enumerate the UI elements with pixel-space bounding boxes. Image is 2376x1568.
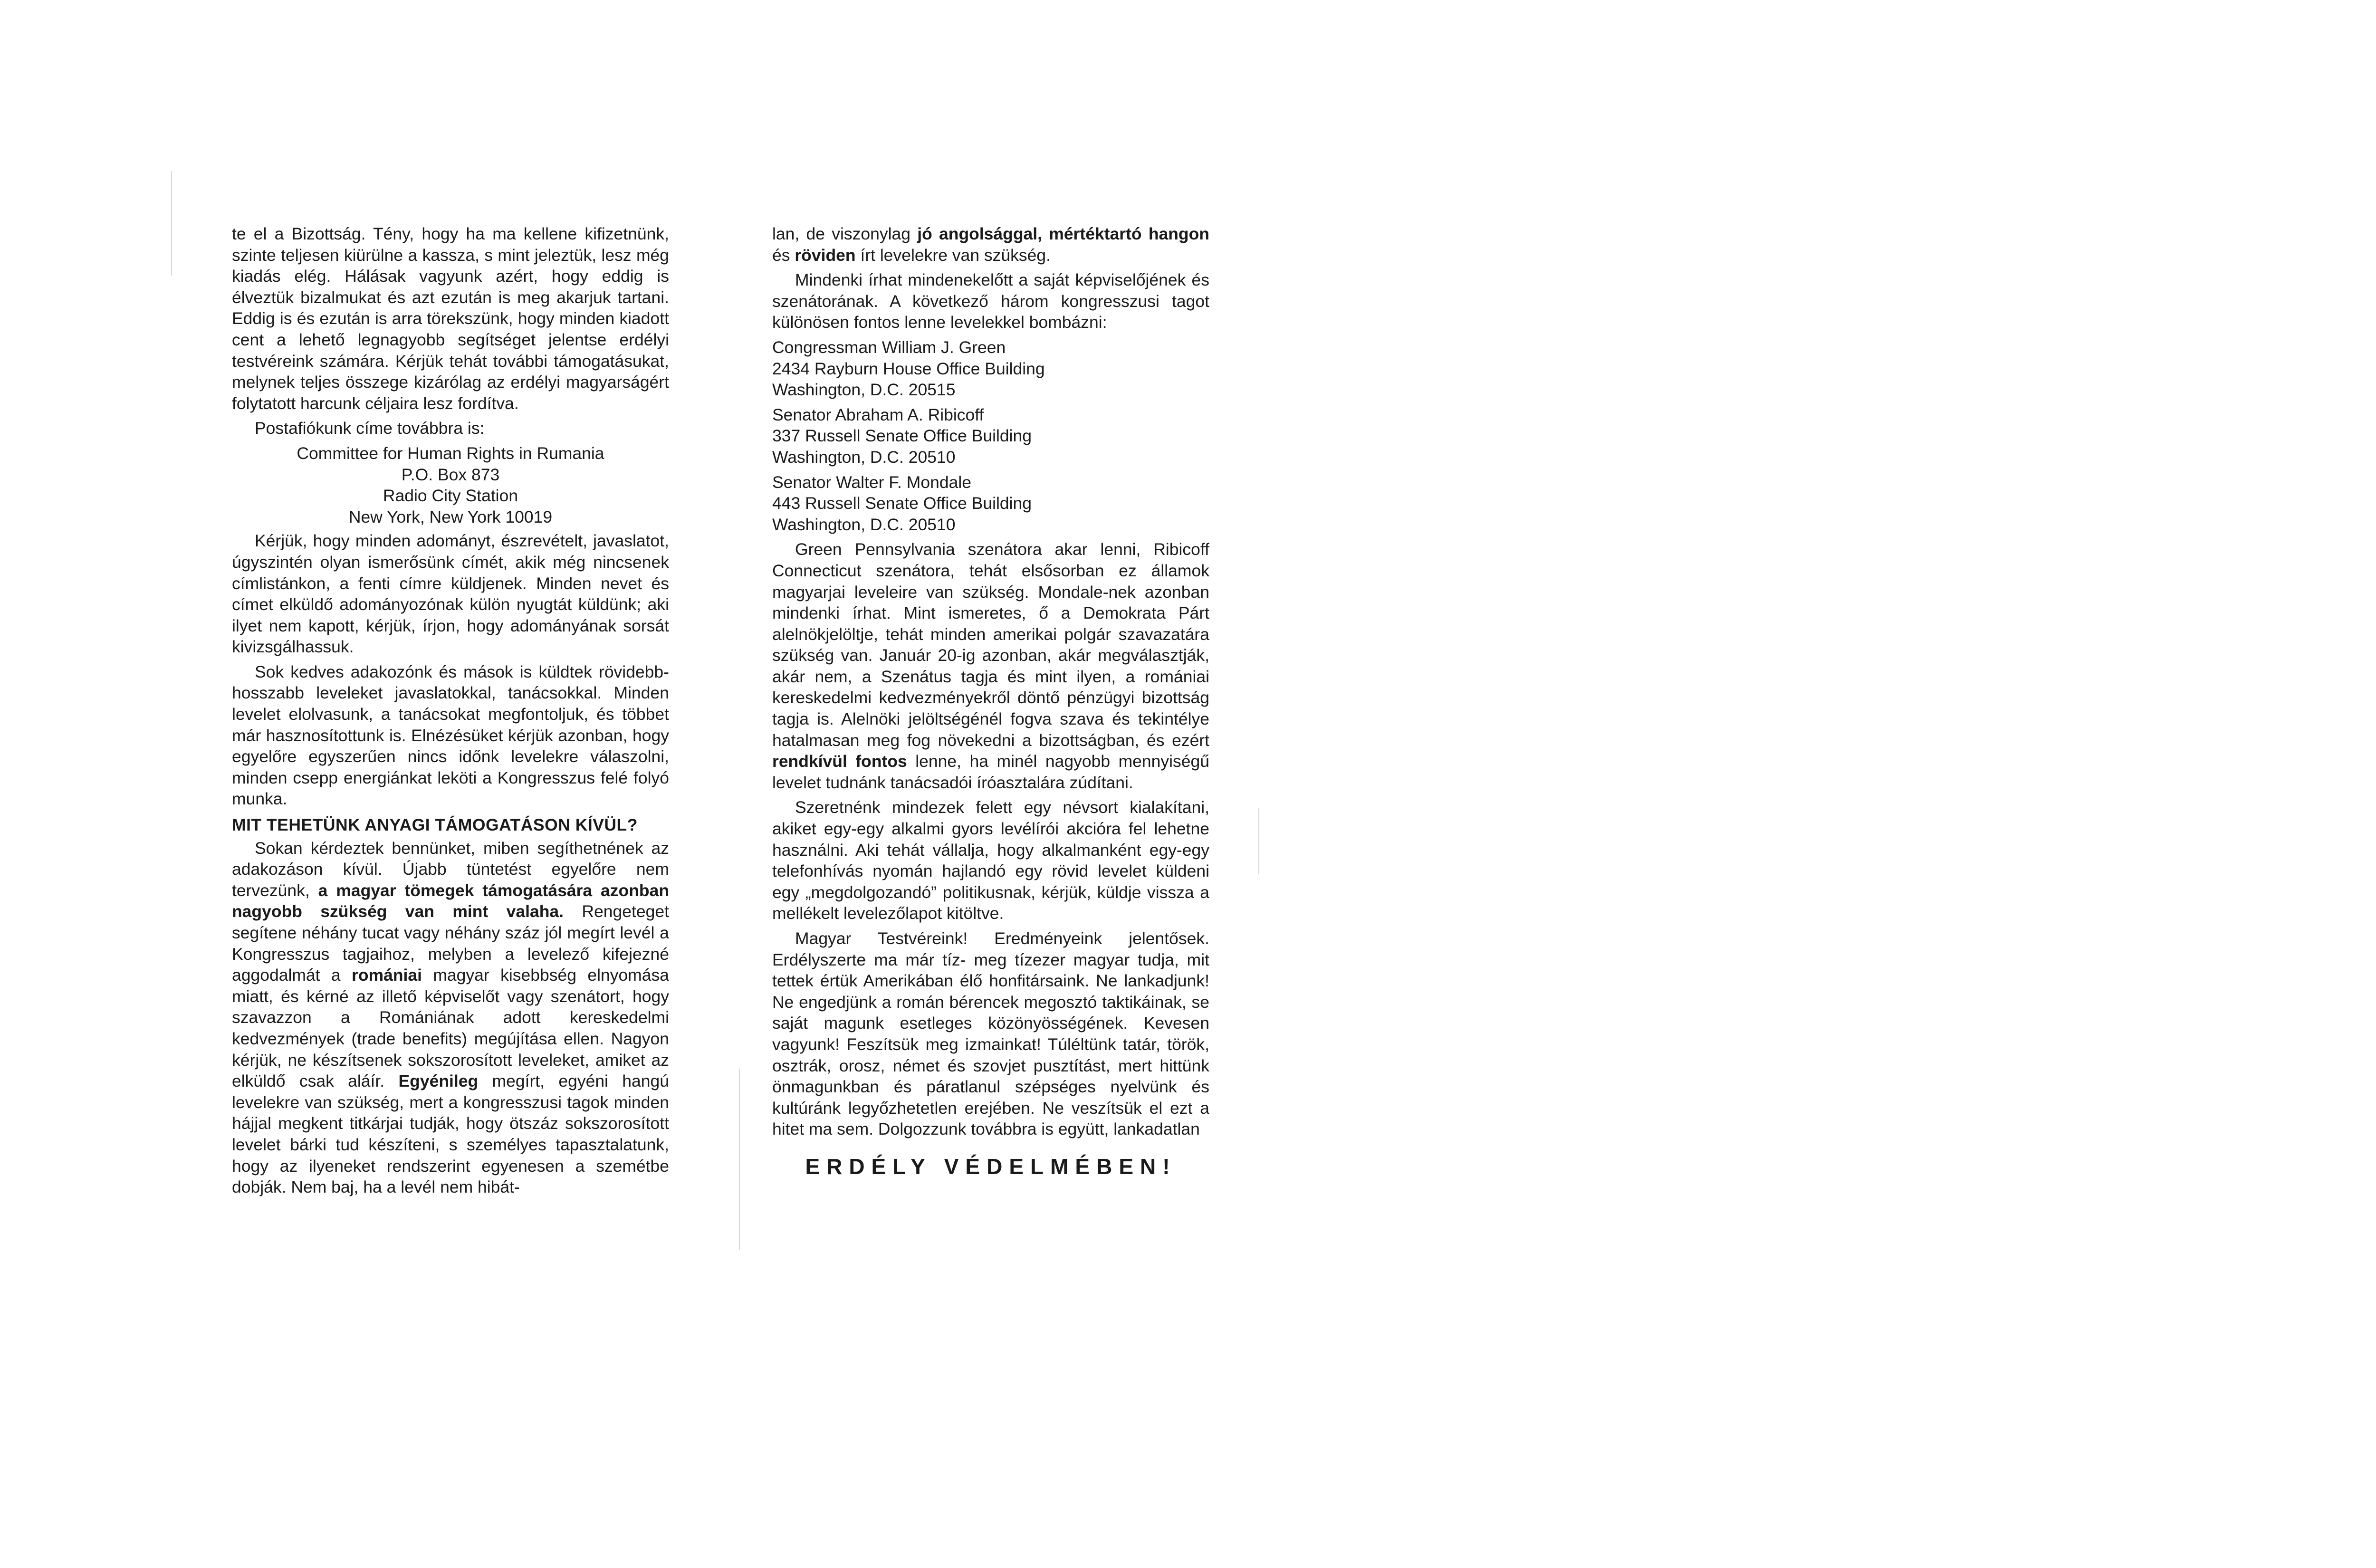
address-line: Committee for Human Rights in Rumania bbox=[297, 443, 604, 463]
closing-slogan: ERDÉLY VÉDELMÉBEN! bbox=[805, 1154, 1177, 1179]
paragraph-letter-campaign: Sokan kérdeztek bennünket, miben segíthetnének az adakozáson kívül. Újabb tüntetést egyelőre nem tervezünk, a magyar tömegek támogatására azonban nagyobb szükség van mint valaha. Rengeteget segítene néhány tucat vagy néhány száz jól megírt levél a Kongresszus tagjaihoz, melyben a levelező kifejezné aggodalmát a romániai magyar kisebbség elnyomása miatt, és kérné az illető képviselőt vagy szenátort, hogy szavazzon a Romániának adott kereskedelmi kedvezmények (trade benefits) megújítása ellen. Nagyon kérjük, ne készítsenek sokszorosított leveleket, amiket az elküldő csak aláír. Egyénileg megírt, egyéni hangú levelekre van szükség, mert a kongresszusi tagok minden hájjal megkent titkárjai tudják, hogy ötszáz sokszorosított levelet bárki tud készíteni, s személyes tapasztalatunk, hogy az ilyeneket rendszerint egyenesen a szemétbe dobják. Nem baj, ha a levél nem hibát- bbox=[232, 838, 670, 1197]
address-green bbox=[772, 337, 1209, 401]
address-ribicoff bbox=[772, 404, 1209, 468]
paragraph-letter-style: lan, de viszonylag jó angolsággal, mértéktartó hangon és röviden írt levelekre van szükség. bbox=[772, 224, 1209, 265]
paragraph-letters-received: Sok kedves adakozónk és mások is küldtek rövidebb-hosszabb leveleket javaslatokkal, tanácsokkal. Minden levelet elolvasunk, a tanácsokat megfontoljuk, és többet már hasznosítottunk is. Elnézésüket kérjük azonban, hogy egyelőre egyszerűen nincs időnk levelekre válaszolni, minden csepp energiánkat leköti a Kongresszus felé folyó munka. bbox=[232, 662, 669, 809]
address-line: 443 Russell Senate Office Building bbox=[772, 494, 1032, 513]
address-line: Radio City Station bbox=[383, 486, 518, 506]
paragraph-senators-explained: Green Pennsylvania szenátora akar lenni, Ribicoff Connecticut szenátora, tehát elsősorban ez államok magyarjai leveleire van szükség. Mondale-nek azonban mindenki írhat. Mint ismeretes, ő a Demokrata Párt alelnökjelöltje, tehát minden amerikai polgár szavazatára szükség van. Január 20-ig azonban, akár megválasztják, akár nem, a Szenátus tagja és mint ilyen, a romániai kereskedelmi kedvezményekről döntő pénzügyi bizottság tagja is. Alelnöki jelöltségénél fogva szava és tekintélye hatalmasan meg fog növekedni a bizottságban, és ezért rendkívül fontos lenne, ha minél nagyobb mennyiségű levelet tudnánk tanácsadói íróasztalára zúdítani. bbox=[772, 540, 1209, 792]
address-mondale bbox=[772, 472, 1209, 535]
address-line: 337 Russell Senate Office Building bbox=[772, 426, 1032, 446]
right-column bbox=[772, 223, 1209, 1177]
address-line: Congressman William J. Green bbox=[772, 337, 1006, 357]
address-line: Senator Walter F. Mondale bbox=[772, 472, 971, 492]
address-line: Senator Abraham A. Ribicoff bbox=[772, 405, 984, 424]
address-line: New York, New York 10019 bbox=[348, 507, 553, 526]
paragraph-committee-funds: te el a Bizottság. Tény, hogy ha ma kellene kifizetnünk, szinte teljesen kiürülne a kassza, s mint jeleztük, lesz még kiadás elég. Hálásak vagyunk azért, hogy eddig is élveztük bizalmukat és azt ezután is meg akarjuk tartani. Eddig is és ezután is arra törekszünk, hogy minden kiadott cent a lehető legnagyobb segítséget jelentse erdélyi testvéreink számára. Kérjük tehát további támogatásukat, melynek teljes összege kizárólag az erdélyi magyarságért folytatott harcunk céljaira lesz fordítva. bbox=[232, 224, 669, 413]
scan-edge-mark-center bbox=[739, 1069, 740, 1250]
committee-address bbox=[232, 443, 669, 527]
scan-edge-mark-left bbox=[171, 171, 172, 276]
address-line: Washington, D.C. 20510 bbox=[772, 447, 956, 467]
section-heading: MIT TEHETÜNK ANYAGI TÁMOGATÁSON KÍVÜL? bbox=[232, 815, 638, 835]
address-line: Washington, D.C. 20515 bbox=[772, 380, 956, 400]
address-line: P.O. Box 873 bbox=[401, 465, 500, 484]
paragraph-donations-request: Kérjük, hogy minden adományt, észrevételt, javaslatot, úgyszintén olyan ismerősünk címét, akik még nincsenek címlistánkon, a fenti címre küldjenek. Minden nevet és címet elküldő adományozónak külön nyugtát küldünk; aki ilyet nem kapott, kérjük, írjon, hogy adományának sorsát kivizsgálhassuk. bbox=[232, 531, 669, 657]
address-line: Washington, D.C. 20510 bbox=[772, 515, 956, 534]
left-column bbox=[232, 223, 669, 1202]
paragraph-write-representatives: Mindenki írhat mindenekelőtt a saját képviselőjének és szenátorának. A következő három kongresszusi tagot különösen fontos lenne levelekkel bombázni: bbox=[772, 270, 1209, 332]
paragraph-volunteer-list: Szeretnénk mindezek felett egy névsort kialakítani, akiket egy-egy alkalmi gyors levélírói akcióra fel lehetne használni. Aki tehát vállalja, hogy alkalmanként egy-egy telefonhívás nyomán hajlandó egy rövid levelet küldeni egy „megdolgozandó” politikusnak, kérjük, küldje vissza a mellékelt levelezőlapot kitöltve. bbox=[772, 798, 1209, 923]
scan-edge-mark-right bbox=[1258, 808, 1259, 874]
paragraph-postbox-intro: Postafiókunk címe továbbra is: bbox=[255, 419, 485, 438]
address-line: 2434 Rayburn House Office Building bbox=[772, 359, 1045, 378]
paragraph-appeal: Magyar Testvéreink! Eredményeink jelentősek. Erdélyszerte ma már tíz- meg tízezer magyar tudja, mit tettek értük Amerikában élő honfitársaink. Ne lankadjunk! Ne engedjünk a román bérencek megosztó taktikáinak, se saját magunk esetleges közönyösségének. Kevesen vagyunk! Feszítsük meg izmainkat! Túléltünk tatár, török, osztrák, orosz, német és szovjet pusztítást, mert hittünk önmagunkban és páratlanul szépséges nyelvünk és kultúránk legyőzhetetlen erejében. Ne veszítsük el ezt a hitet ma sem. Dolgozzunk továbbra is együtt, lankadatlan bbox=[772, 929, 1209, 1139]
